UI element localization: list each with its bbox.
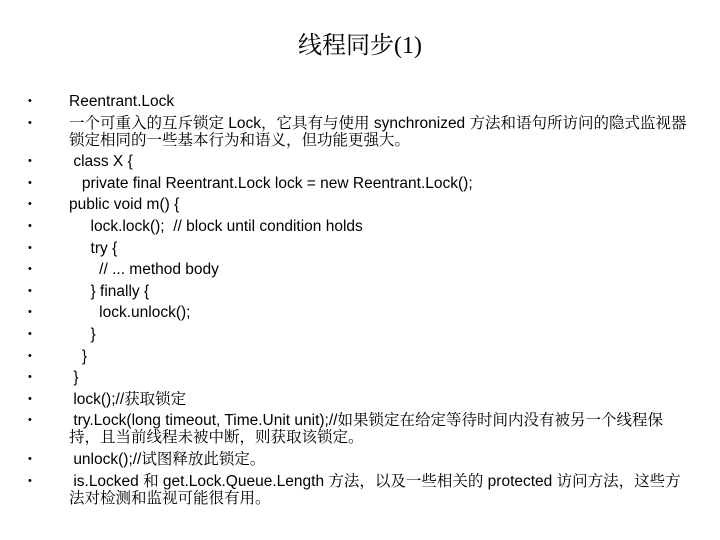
- bullet-icon: •: [28, 176, 32, 189]
- list-item: [28, 218, 688, 235]
- item-text: lock.unlock();: [69, 304, 191, 322]
- bullet-icon: •: [28, 392, 32, 405]
- item-text: public void m() {: [69, 196, 180, 214]
- bullet-icon: •: [28, 349, 32, 362]
- item-text: }: [69, 325, 96, 343]
- bullet-list: [28, 93, 688, 511]
- list-item: [28, 304, 688, 321]
- item-text: }: [69, 347, 88, 365]
- item-text: lock();//获取锁定: [69, 390, 187, 408]
- list-item: [28, 391, 688, 408]
- bullet-icon: •: [28, 155, 32, 168]
- item-text: Reentrant.Lock: [69, 93, 175, 110]
- list-item: [28, 283, 688, 300]
- item-text: try {: [69, 239, 118, 257]
- item-text: class X {: [69, 153, 133, 171]
- list-item: [28, 196, 688, 213]
- item-text: } finally {: [69, 282, 150, 300]
- item-text: try.Lock(long timeout, Time.Unit unit);//如果锁定在给定等待时间内没有被另一个线程保持，且当前线程未被中断，则获取该锁定。: [69, 412, 663, 447]
- list-item: [28, 412, 688, 446]
- bullet-icon: •: [28, 452, 32, 465]
- list-item: [28, 261, 688, 278]
- item-text: unlock();//试图释放此锁定。: [69, 450, 266, 468]
- bullet-icon: •: [28, 263, 32, 276]
- item-text: private final Reentrant.Lock lock = new Reentrant.Lock();: [69, 174, 473, 192]
- bullet-icon: •: [28, 474, 32, 487]
- list-item: [28, 115, 688, 149]
- bullet-icon: •: [28, 414, 32, 427]
- list-item: [28, 451, 688, 468]
- list-item: [28, 175, 688, 192]
- bullet-icon: •: [28, 95, 32, 107]
- item-text: lock.lock(); // block until condition holds: [69, 217, 363, 235]
- item-text: // ... method body: [69, 261, 219, 279]
- item-text: is.Locked 和 get.Lock.Queue.Length 方法，以及一些相关的 protected 访问方法，这些方法对检测和监视可能很有用。: [69, 472, 681, 507]
- item-text: }: [69, 369, 79, 387]
- list-item: [28, 93, 688, 110]
- list-item: [28, 348, 688, 365]
- bullet-icon: •: [28, 116, 32, 129]
- list-item: [28, 240, 688, 257]
- bullet-icon: •: [28, 241, 32, 254]
- bullet-icon: •: [28, 198, 32, 211]
- bullet-icon: •: [28, 371, 32, 384]
- bullet-icon: •: [28, 219, 32, 232]
- list-item: [28, 473, 688, 507]
- bullet-icon: •: [28, 284, 32, 297]
- list-item: [28, 326, 688, 343]
- item-text: 一个可重入的互斥锁定 Lock，它具有与使用 synchronized 方法和语句所访问的隐式监视器锁定相同的一些基本行为和语义，但功能更强大。: [69, 114, 687, 149]
- bullet-icon: •: [28, 306, 32, 319]
- slide-title: 线程同步(1): [298, 33, 422, 59]
- list-item: [28, 369, 688, 386]
- list-item: [28, 153, 688, 170]
- bullet-icon: •: [28, 327, 32, 340]
